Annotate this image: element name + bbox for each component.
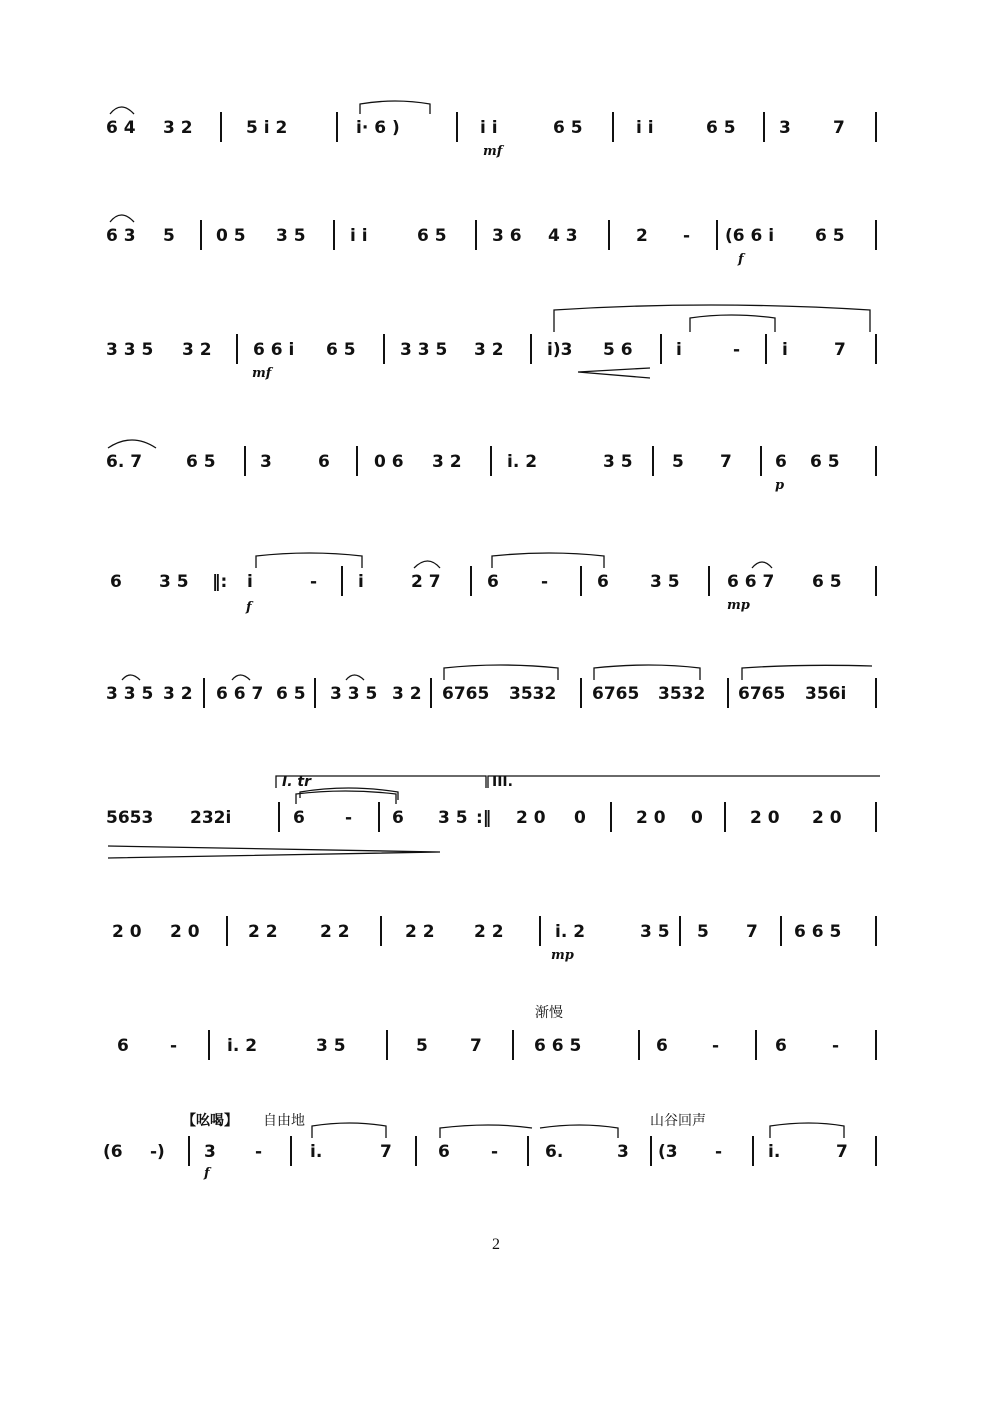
note-group: i. 2	[227, 1036, 258, 1056]
note-group: 5	[672, 452, 684, 472]
dynamic-mark: f	[204, 1166, 210, 1181]
note-group: -	[712, 1036, 720, 1056]
slur	[742, 665, 872, 680]
slur	[122, 675, 140, 680]
slur	[540, 1125, 618, 1138]
note-group: 5 i 2	[246, 118, 288, 138]
note-group: -	[255, 1142, 263, 1162]
note-group: -	[345, 808, 353, 828]
section-label: 【吆喝】	[182, 1113, 238, 1129]
note-group: 6	[117, 1036, 129, 1056]
note-group: 3 2	[474, 340, 504, 360]
note-group: 0 5	[216, 226, 246, 246]
note-group: 3 3 5	[106, 340, 154, 360]
note-group: 6	[775, 1036, 787, 1056]
dynamic-mark: mf	[483, 144, 503, 159]
note-group: 2 0	[170, 922, 200, 942]
note-group: 6 5	[706, 118, 736, 138]
note-group: 6 5	[812, 572, 842, 592]
note-group: 3 5	[603, 452, 633, 472]
dynamic-mark: mf	[252, 366, 272, 381]
note-group: 6	[110, 572, 122, 592]
note-group: 2 0	[750, 808, 780, 828]
note-group: 0	[691, 808, 703, 828]
note-group: -	[491, 1142, 499, 1162]
note-group: 232i	[190, 808, 232, 828]
slur	[444, 665, 558, 680]
repeat-start: ‖:	[212, 572, 228, 592]
note-group: 7	[746, 922, 758, 942]
echo-marking: 山谷回声	[650, 1113, 706, 1129]
dynamic-mark: mp	[551, 948, 574, 963]
note-group: 6 6 i	[253, 340, 295, 360]
slur	[110, 107, 134, 114]
slur	[232, 675, 250, 680]
note-group: 0 6	[374, 452, 404, 472]
note-group: 3 5	[159, 572, 189, 592]
page-number: 2	[492, 1236, 500, 1253]
note-group: 3	[260, 452, 272, 472]
note-group: 2 2	[320, 922, 350, 942]
note-group: 3 6	[492, 226, 522, 246]
note-group: i.	[310, 1142, 323, 1162]
note-group: -	[832, 1036, 840, 1056]
note-group: 3 3 5	[106, 684, 154, 704]
note-group: i· 6 )	[356, 118, 400, 138]
slur	[770, 1123, 844, 1138]
note-group: -	[541, 572, 549, 592]
note-group: 6765	[592, 684, 640, 704]
note-group: 6	[487, 572, 499, 592]
note-group: i	[247, 572, 253, 592]
note-group: 3	[617, 1142, 629, 1162]
note-group: 6	[775, 452, 787, 472]
note-group: 7	[834, 340, 846, 360]
note-group: 7	[836, 1142, 848, 1162]
note-group: 5	[697, 922, 709, 942]
note-group: 2 2	[248, 922, 278, 942]
note-group: 5	[163, 226, 175, 246]
note-group: 2 0	[812, 808, 842, 828]
note-group: 6	[293, 808, 305, 828]
note-group: 6 6 7	[216, 684, 264, 704]
note-group: 6 4	[106, 118, 136, 138]
note-group: 6 5	[553, 118, 583, 138]
dynamic-mark: f	[738, 252, 744, 267]
note-group: i	[782, 340, 788, 360]
slur	[346, 675, 364, 680]
slur	[414, 561, 440, 568]
note-group: 0	[574, 808, 586, 828]
note-group: 3 2	[163, 118, 193, 138]
slur	[594, 665, 700, 680]
note-group: 3532	[509, 684, 557, 704]
repeat-end: :‖	[476, 808, 492, 828]
note-group: 3 5	[640, 922, 670, 942]
note-group: 6 3	[106, 226, 136, 246]
note-group: 6	[656, 1036, 668, 1056]
note-group: 6.	[545, 1142, 564, 1162]
slur	[752, 562, 772, 568]
note-group: -	[733, 340, 741, 360]
note-group: 6 6 5	[534, 1036, 582, 1056]
note-group: 6 5	[326, 340, 356, 360]
note-group: 6 5	[276, 684, 306, 704]
note-group: 2 7	[411, 572, 441, 592]
note-group: i	[358, 572, 364, 592]
note-group: 2 2	[405, 922, 435, 942]
slur	[312, 1123, 386, 1138]
crescendo-hairpin	[578, 368, 650, 378]
note-group: 6 5	[417, 226, 447, 246]
note-group: 7	[720, 452, 732, 472]
note-group: 6 5	[186, 452, 216, 472]
slur	[256, 553, 362, 568]
note-group: 6765	[738, 684, 786, 704]
note-group: 3532	[658, 684, 706, 704]
slur	[690, 315, 775, 332]
note-group: 6 6 7	[727, 572, 775, 592]
note-group: 3 5	[650, 572, 680, 592]
note-group: 6	[392, 808, 404, 828]
note-group: 3	[204, 1142, 216, 1162]
note-group: 3 5	[276, 226, 306, 246]
slur	[360, 101, 430, 114]
note-group: 3	[779, 118, 791, 138]
tempo-marking: 自由地	[263, 1113, 305, 1129]
note-group: 5 6	[603, 340, 633, 360]
note-group: (3	[658, 1142, 678, 1162]
note-group: 3 2	[392, 684, 422, 704]
note-group: i. 2	[555, 922, 586, 942]
slur	[492, 553, 604, 568]
note-group: 3 5	[438, 808, 468, 828]
note-group: 6 6 5	[794, 922, 842, 942]
note-group: 3 2	[182, 340, 212, 360]
note-group: 7	[380, 1142, 392, 1162]
note-group: 6765	[442, 684, 490, 704]
volta-bracket-1	[276, 776, 486, 788]
note-group: 2	[636, 226, 648, 246]
volta-bracket-3	[488, 776, 880, 788]
note-group: (6 6 i	[725, 226, 775, 246]
note-group: 6	[597, 572, 609, 592]
note-group: 3 3 5	[330, 684, 378, 704]
note-group: -	[683, 226, 691, 246]
note-group: -)	[150, 1142, 165, 1162]
note-group: 3 2	[432, 452, 462, 472]
note-group: 6 5	[815, 226, 845, 246]
note-group: 2 0	[636, 808, 666, 828]
slur	[300, 788, 398, 800]
note-group: i. 2	[507, 452, 538, 472]
note-group: 7	[833, 118, 845, 138]
note-group: 2 0	[112, 922, 142, 942]
note-group: i i	[480, 118, 498, 138]
note-group: -	[715, 1142, 723, 1162]
note-group: 6 5	[810, 452, 840, 472]
note-group: 6. 7	[106, 452, 143, 472]
note-group: 7	[470, 1036, 482, 1056]
note-group: 6	[438, 1142, 450, 1162]
slur	[108, 440, 156, 448]
note-group: 2 0	[516, 808, 546, 828]
note-group: (6	[103, 1142, 123, 1162]
slur	[296, 791, 396, 804]
note-group: 6	[318, 452, 330, 472]
note-group: 5653	[106, 808, 154, 828]
note-group: 3 3 5	[400, 340, 448, 360]
volta-3-label: III.	[492, 774, 513, 790]
note-group: -	[310, 572, 318, 592]
dynamic-mark: mp	[727, 598, 750, 613]
tempo-marking: 渐慢	[535, 1005, 563, 1021]
slur	[110, 215, 134, 222]
dynamic-mark: p	[775, 478, 785, 493]
note-group: i)3	[547, 340, 573, 360]
decrescendo-hairpin	[108, 846, 440, 858]
slur	[554, 305, 870, 332]
note-group: 5	[416, 1036, 428, 1056]
note-group: i.	[768, 1142, 781, 1162]
note-group: i i	[350, 226, 368, 246]
note-group: i	[676, 340, 682, 360]
note-group: -	[170, 1036, 178, 1056]
note-group: 356i	[805, 684, 847, 704]
note-group: 2 2	[474, 922, 504, 942]
note-group: 3 2	[163, 684, 193, 704]
note-group: 3 5	[316, 1036, 346, 1056]
volta-1-label: I. tr	[282, 774, 311, 790]
note-group: i i	[636, 118, 654, 138]
slur	[440, 1125, 532, 1138]
dynamic-mark: f	[246, 600, 252, 615]
note-group: 4 3	[548, 226, 578, 246]
